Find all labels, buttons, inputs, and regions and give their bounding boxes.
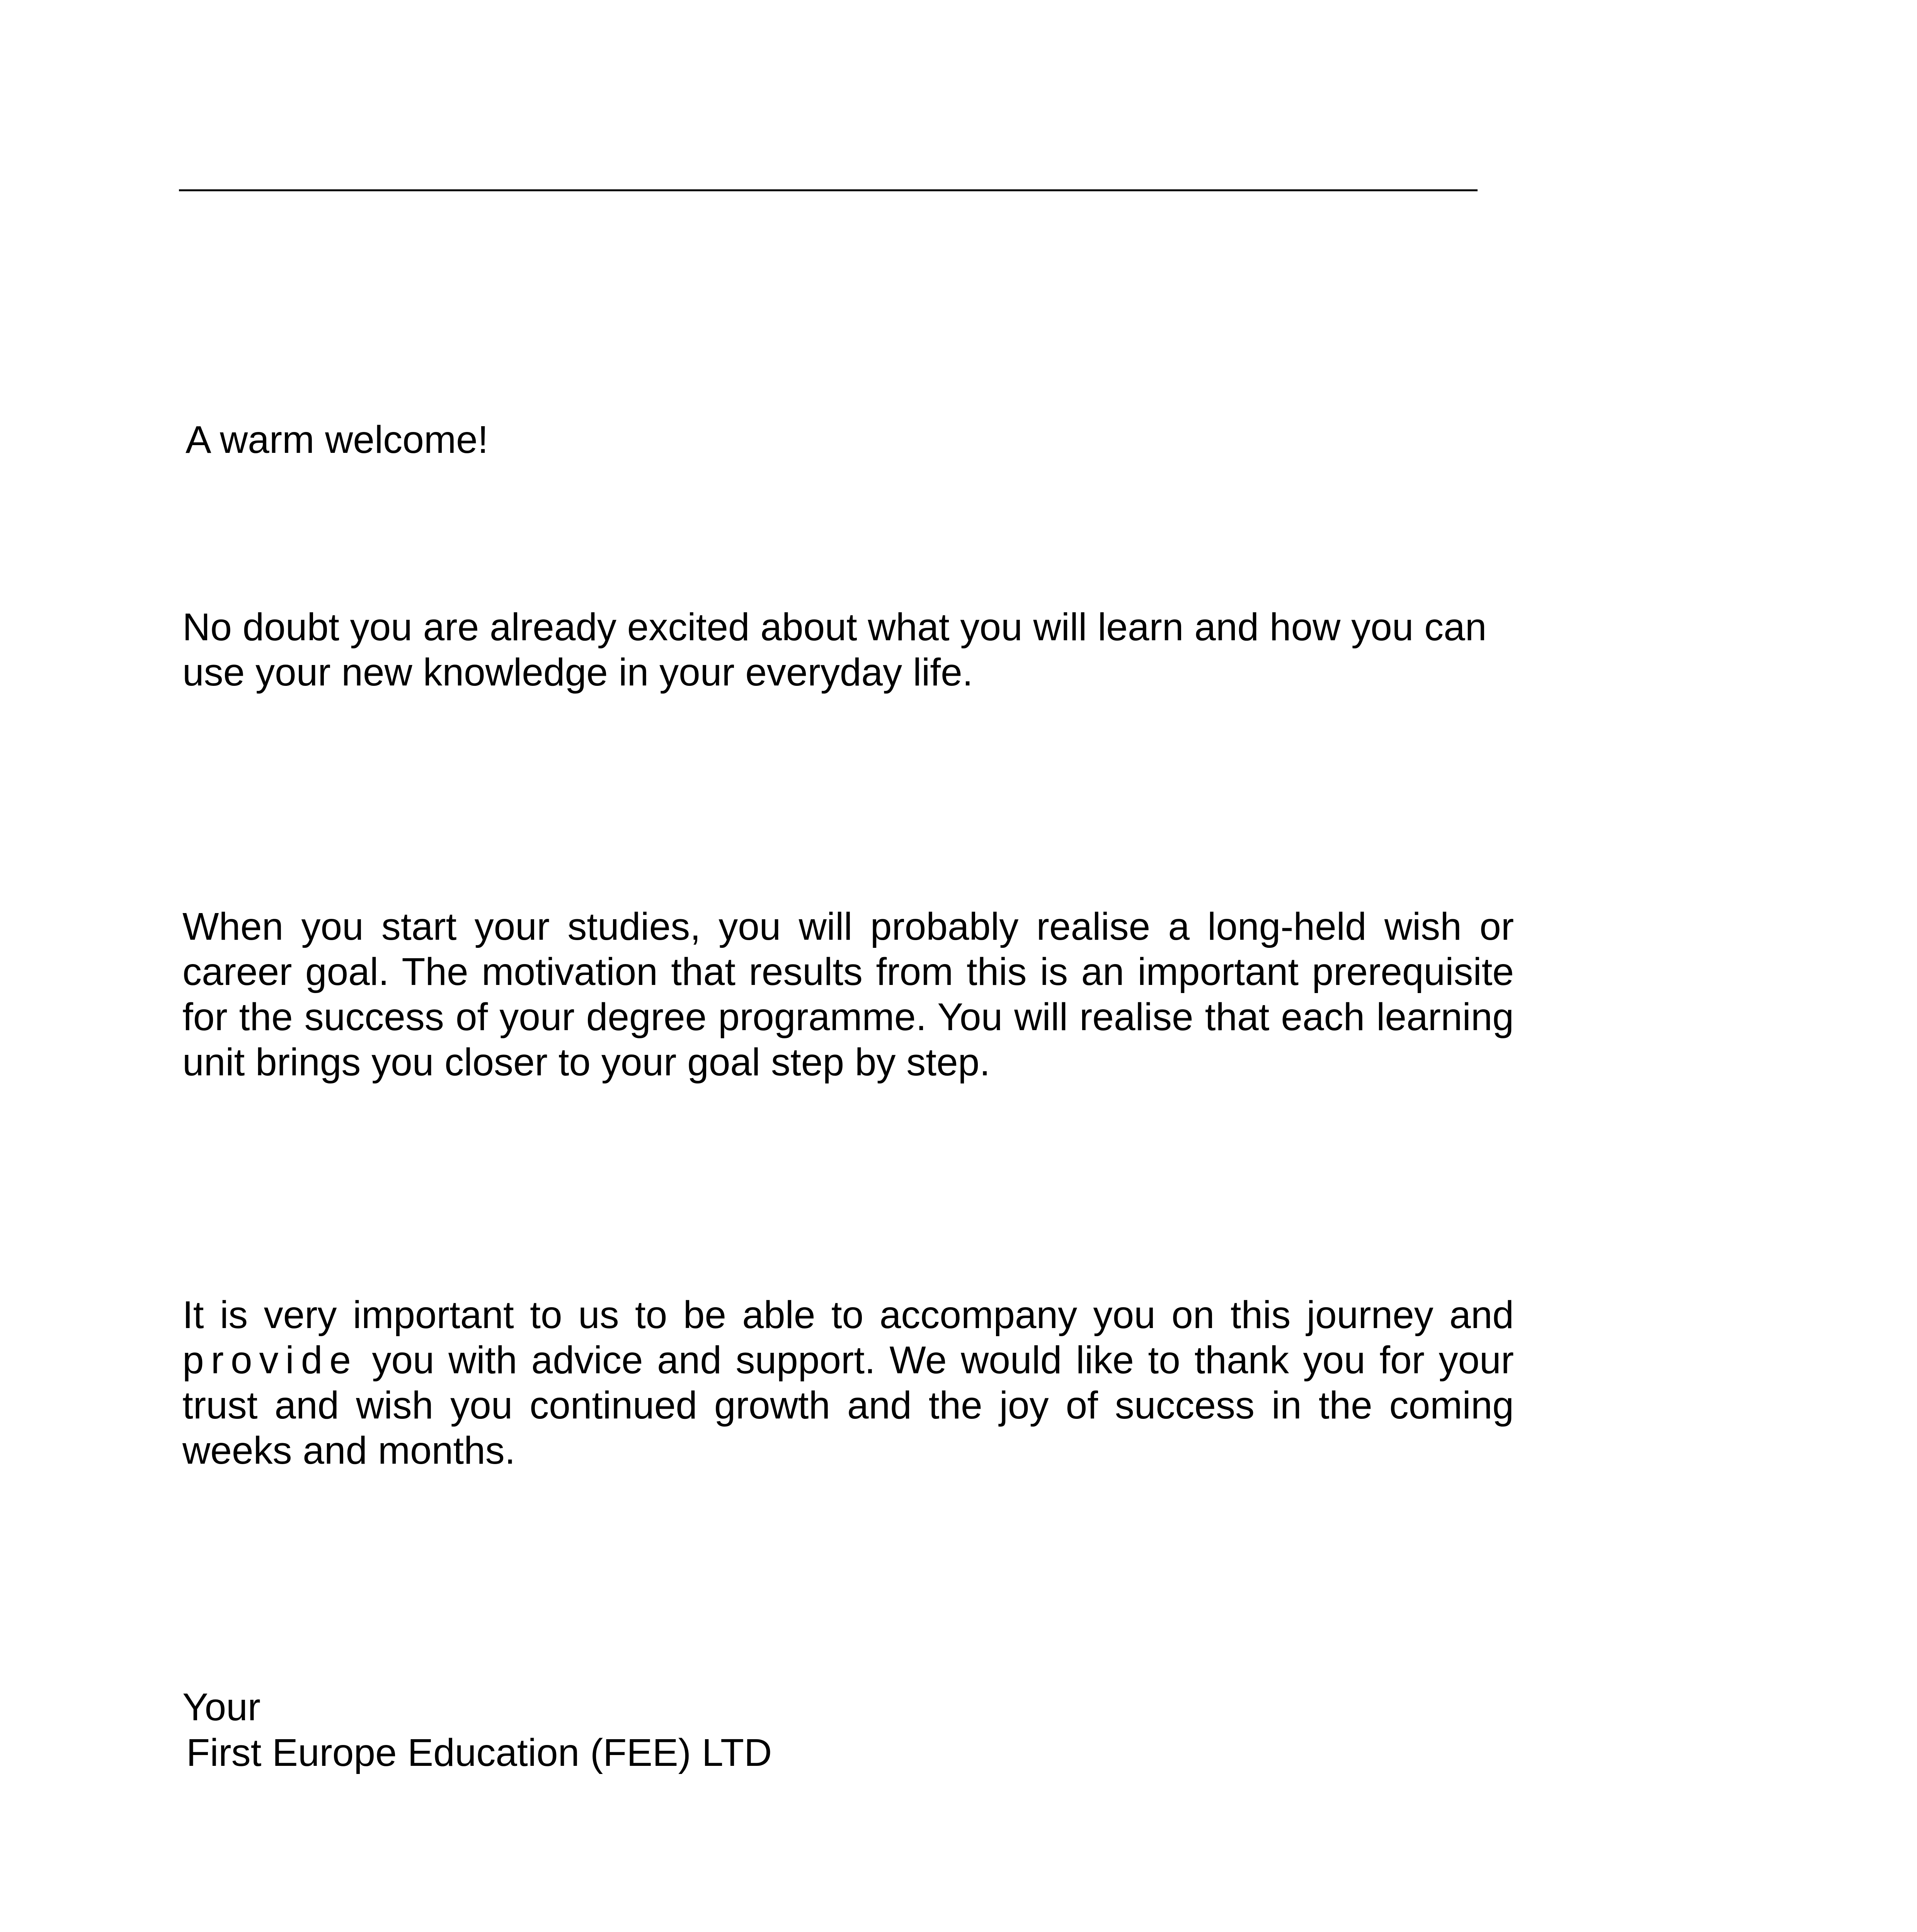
- header-rule: [179, 189, 1478, 191]
- closing: Your: [182, 1685, 261, 1729]
- paragraph-2: When you start your studies, you will probably realise a long-held wish or career goal. The motivation that results from this is an important prerequisite for the success of your degree programme. You will realise that each learning unit brings you closer to your goal step by step.: [182, 905, 1514, 1084]
- greeting: A warm welcome!: [186, 418, 489, 461]
- paragraph-1: No doubt you are already excited about what you will learn and how you can use your new knowledge in your everyday life.: [182, 605, 1487, 694]
- company-name: First Europe Education (FEE) LTD: [186, 1731, 772, 1774]
- paragraph-3-spaced-word: provide: [182, 1338, 358, 1382]
- paragraph-3-start: It is very important to us to be able to accompany you on this journey and: [182, 1293, 1514, 1337]
- paragraph-3: [182, 1293, 1514, 1473]
- paragraph-3-end: you with advice and support. We would like to thank you for your trust and wish you continued growth and the joy of success in the coming weeks and months.: [182, 1338, 1514, 1472]
